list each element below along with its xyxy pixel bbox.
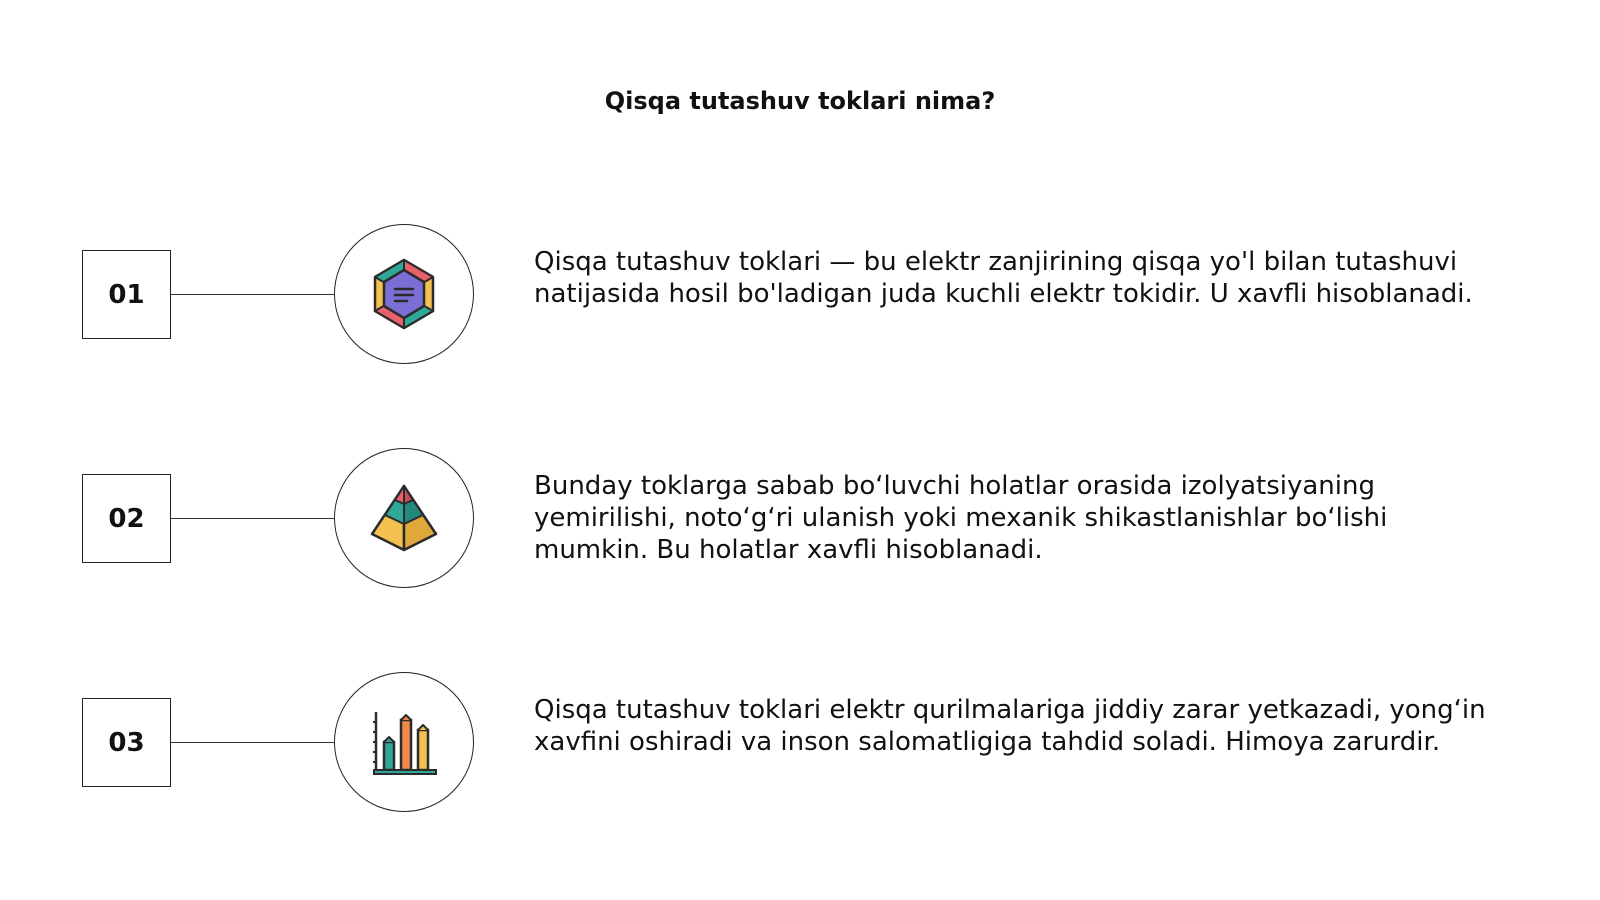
description-text: Bunday toklarga sabab bo‘luvchi holatlar orasida izolyatsiyaning yemirilishi, noto‘g‘ri ulanish yoki mexanik shikastlanishlar bo‘lishi mumkin. Bu holatlar xavfli hisoblanadi. [534,471,1388,565]
pyramid-icon [364,478,444,558]
hexagon-icon [364,254,444,334]
list-item [0,672,1600,812]
icon-circle [334,448,474,588]
icon-circle [334,224,474,364]
connector-line [171,294,334,295]
icon-circle [334,672,474,812]
slide-title [0,87,1600,115]
number-box: 02 [82,474,171,563]
list-item [0,224,1600,364]
number-box: 03 [82,698,171,787]
list-item [0,448,1600,588]
description-text: Qisqa tutashuv toklari elektr qurilmalariga jiddiy zarar yetkazadi, yong‘in xavfini oshiradi va inson salomatligiga tahdid soladi. Himoya zarurdir. [534,695,1486,757]
slide-title-text: Qisqa tutashuv toklari nima? [604,87,996,115]
connector-line [171,742,334,743]
bar-chart-icon [364,702,444,782]
connector-line [171,518,334,519]
number-box: 01 [82,250,171,339]
description-text: Qisqa tutashuv toklari — bu elektr zanjirining qisqa yo'l bilan tutashuvi natijasida hosil bo'ladigan juda kuchli elektr tokidir. U xavfli hisoblanadi. [534,247,1473,309]
